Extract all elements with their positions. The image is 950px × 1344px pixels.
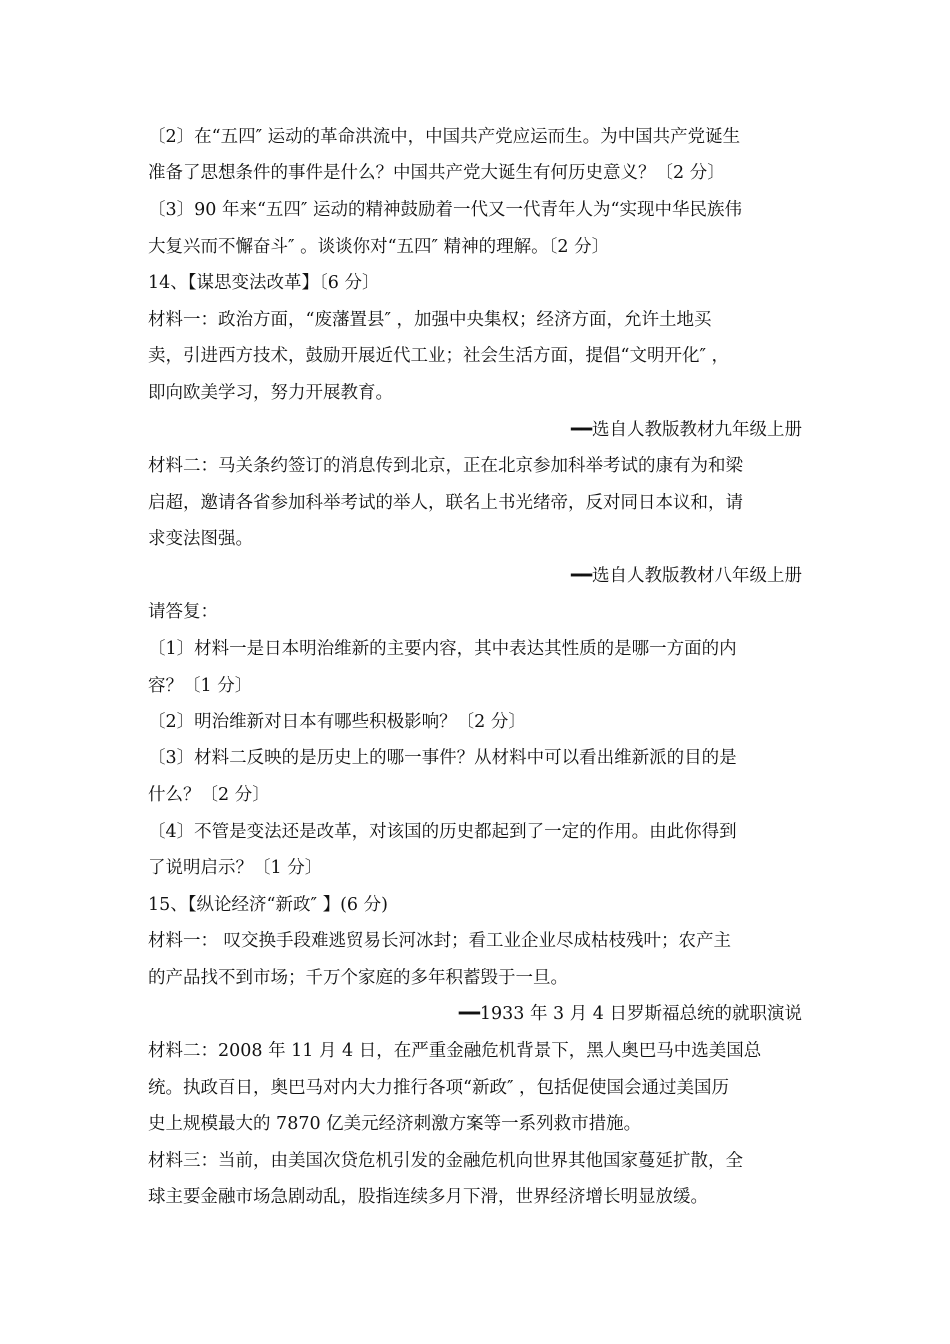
q14-material1-line2: 卖，引进西方技术，鼓励开展近代工业；社会生活方面，提倡“文明开化″ ， [148,346,730,366]
q14-heading: 14、【谋思变法改革】〔6 分〕 [148,273,380,293]
q15-material1-line1: 材料一： 叹交换手段难逃贸易长河冰封；看工业企业尽成枯枝残叶；农产主 [148,931,732,951]
q14-answer-prompt: 请答复： [148,602,218,622]
q14-material1-line3: 即向欧美学习，努力开展教育。 [148,383,393,403]
q14-part4-line2: 了说明启示？〔1 分〕 [148,858,323,878]
q15-material2-line1: 材料二：2008 年 11 月 4 日，在严重金融危机背景下，黑人奥巴马中选美国总 [148,1041,762,1061]
q15-material1-line2: 的产品找不到市场；千万个家庭的多年积蓄毁于一旦。 [148,968,568,988]
q13-part3-line2: 大复兴而不懈奋斗″ 。谈谈你对“五四″ 精神的理解。〔2 分〕 [148,237,610,257]
q15-material2-line3: 史上规模最大的 7870 亿美元经济刺激方案等一系列救市措施。 [148,1114,642,1134]
q14-part3-line2: 什么？〔2 分〕 [148,785,270,805]
q15-heading: 15、【纵论经济“新政″ 】(6 分) [148,895,388,915]
q15-material3-line2: 球主要金融市场急剧动乱，股指连续多月下滑，世界经济增长明显放缓。 [148,1187,708,1207]
q15-material3-line1: 材料三：当前，由美国次贷危机引发的金融危机向世界其他国家蔓延扩散，全 [148,1151,743,1171]
q14-material2-line2: 启超，邀请各省参加科举考试的举人，联名上书光绪帝，反对同日本议和，请 [148,493,743,513]
q14-part3-line1: 〔3〕材料二反映的是历史上的哪一事件？从材料中可以看出维新派的目的是 [148,748,737,768]
q14-material2-line1: 材料二：马关条约签订的消息传到北京，正在北京参加科举考试的康有为和梁 [148,456,743,476]
q14-part2: 〔2〕明治维新对日本有哪些积极影响？〔2 分〕 [148,712,526,732]
q14-material2-line3: 求变法图强。 [148,529,253,549]
q13-part2-line1: 〔2〕在“五四″ 运动的革命洪流中，中国共产党应运而生。为中国共产党诞生 [148,127,741,147]
q14-part1-line1: 〔1〕材料一是日本明治维新的主要内容，其中表达其性质的是哪一方面的内 [148,639,737,659]
q14-part4-line1: 〔4〕不管是变法还是改革，对该国的历史都起到了一定的作用。由此你得到 [148,822,737,842]
q14-material2-source: ━━选自人教版教材八年级上册 [570,566,802,586]
q14-material1-line1: 材料一：政治方面，“废藩置县″ ，加强中央集权；经济方面，允许土地买 [148,310,712,330]
q14-material1-source: ━━选自人教版教材九年级上册 [570,420,802,440]
q15-material2-line2: 统。执政百日，奥巴马对内大力推行各项“新政″ ，包括促使国会通过美国历 [148,1078,730,1098]
q13-part2-line2: 准备了思想条件的事件是什么？中国共产党大诞生有何历史意义？〔2 分〕 [148,163,725,183]
q15-material1-source: ━━1933 年 3 月 4 日罗斯福总统的就职演说 [458,1004,802,1024]
q13-part3-line1: 〔3〕90 年来“五四″ 运动的精神鼓励着一代又一代青年人为“实现中华民族伟 [148,200,742,220]
q14-part1-line2: 容？〔1 分〕 [148,676,253,696]
